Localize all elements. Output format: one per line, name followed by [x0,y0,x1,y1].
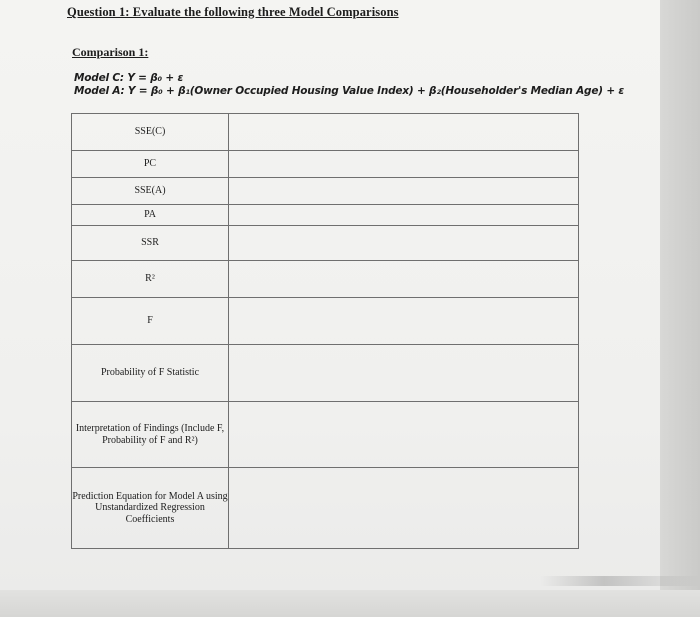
page-edge-shadow [660,0,700,617]
value-cell-pc[interactable] [229,151,579,178]
table-row [72,178,579,205]
value-cell-probability-f[interactable] [229,345,579,402]
table-row [72,114,579,151]
row-label-r-squared: R² [72,261,229,298]
comparison-table [71,113,579,549]
table-row [72,205,579,226]
value-cell-pa[interactable] [229,205,579,226]
row-label-pc: PC [72,151,229,178]
table-row [72,468,579,549]
value-cell-ssr[interactable] [229,226,579,261]
table-row [72,261,579,298]
question-heading: Question 1: Evaluate the following three Model Comparisons [67,5,399,19]
value-cell-f[interactable] [229,298,579,345]
value-cell-prediction-equation[interactable] [229,468,579,549]
comparison-label: Comparison 1: [72,45,149,59]
value-cell-sse-c[interactable] [229,114,579,151]
value-cell-sse-a[interactable] [229,178,579,205]
row-label-pa: PA [72,205,229,226]
model-a-equation: Model A: Y = β₀ + β₁(Owner Occupied Housing Value Index) + β₂(Householder's Median Age) + ε [74,85,625,97]
desk-surface [0,590,700,617]
row-label-f: F [72,298,229,345]
value-cell-interpretation[interactable] [229,402,579,468]
value-cell-r-squared[interactable] [229,261,579,298]
row-label-sse-c: SSE(C) [72,114,229,151]
row-label-sse-a: SSE(A) [72,178,229,205]
table-row [72,151,579,178]
table-row [72,298,579,345]
model-c-equation: Model C: Y = β₀ + ε [74,72,184,84]
row-label-probability-f: Probability of F Statistic [72,345,229,402]
row-label-interpretation: Interpretation of Findings (Include F, Probability of F and R²) [72,402,229,468]
row-label-ssr: SSR [72,226,229,261]
table-row [72,345,579,402]
table-row [72,226,579,261]
photo-glare [540,576,700,586]
row-label-prediction-equation: Prediction Equation for Model A using Unstandardized Regression Coefficients [72,468,229,549]
table-row [72,402,579,468]
